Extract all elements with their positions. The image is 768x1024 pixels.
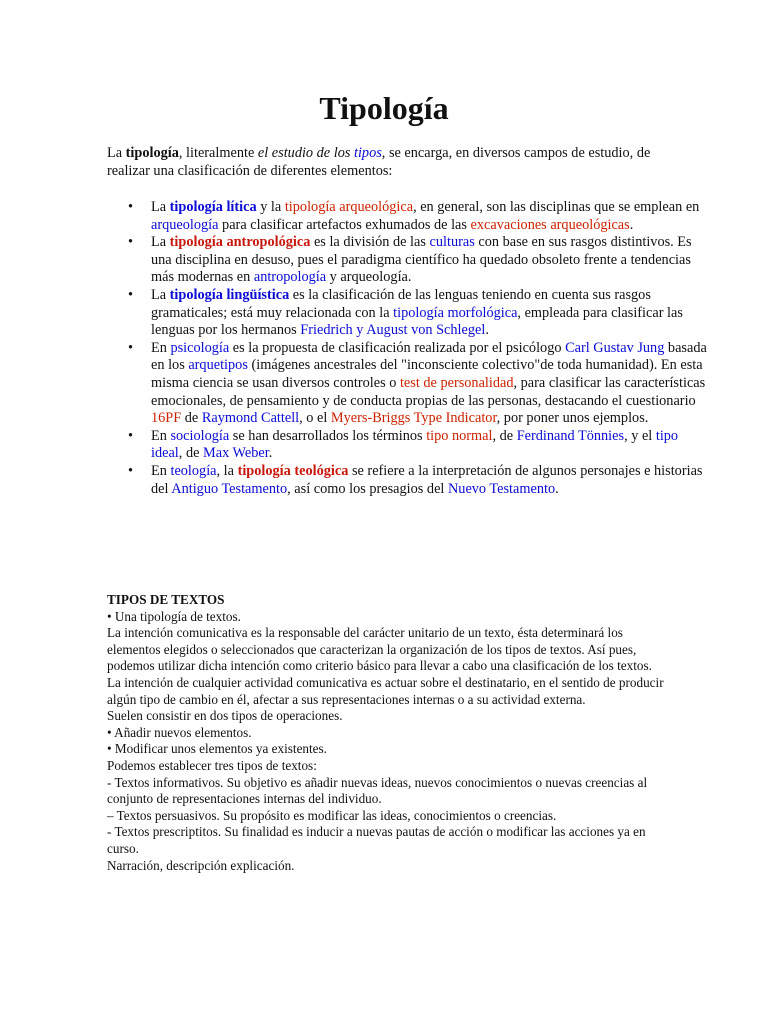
- section-line: - Textos informativos. Su objetivo es añadir nuevas ideas, nuevos conocimientos o nuevas creencias al conjunto de representaciones internas del individuo.: [107, 774, 648, 807]
- intro-term: tipología: [125, 145, 179, 161]
- section-line: Podemos establecer tres tipos de textos:: [107, 757, 317, 773]
- section-line: Narración, descripción explicación.: [107, 857, 295, 873]
- link-max-weber[interactable]: Max Weber: [203, 445, 269, 462]
- item-text: , así como los presagios del: [287, 480, 448, 497]
- link-myers-briggs[interactable]: Myers-Briggs Type Indicator: [330, 410, 497, 427]
- intro-paragraph: [107, 145, 667, 180]
- link-tipologia-arqueologica[interactable]: tipología arqueológica: [284, 199, 414, 215]
- link-culturas[interactable]: culturas: [429, 234, 475, 251]
- link-carl-gustav-jung[interactable]: Carl Gustav Jung: [565, 339, 665, 356]
- link-arqueologia[interactable]: arqueología: [151, 216, 219, 233]
- list-item: [151, 287, 711, 340]
- page-title: Tipología: [319, 90, 449, 126]
- item-text: , la: [216, 462, 238, 479]
- item-text: (imágenes ancestrales del "inconsciente colectivo"de toda humanidad). En esta misma ciencia se usan diversos controles o: [151, 357, 703, 391]
- section-line: La intención de cualquier actividad comunicativa es actuar sobre el destinatario, en el sentido de producir algún tipo de cambio en él, afectar a sus representaciones internas o a su actividad externa.: [107, 674, 664, 707]
- item-text: se refiere a la interpretación de algunos personajes e historias del: [151, 462, 703, 497]
- link-tipo-normal[interactable]: tipo normal: [426, 427, 493, 444]
- link-tipos[interactable]: tipos: [353, 145, 382, 161]
- item-text: En: [151, 427, 171, 444]
- item-text: La: [151, 199, 170, 215]
- item-text: con base en sus rasgos distintivos. Es una disciplina en desuso, pues el paradigma científico ha quedado obsoleto frente a tendencias más modernas en: [151, 234, 692, 286]
- list-item: [151, 340, 711, 428]
- section-heading: TIPOS DE TEXTOS: [107, 592, 225, 607]
- item-text: En: [151, 462, 171, 479]
- item-text: , o el: [299, 410, 331, 427]
- item-text: de: [181, 410, 202, 427]
- item-text: .: [555, 480, 559, 497]
- link-nuevo-testamento[interactable]: Nuevo Testamento: [447, 480, 556, 497]
- intro-emphasis-text: el estudio de los: [257, 145, 354, 161]
- list-item: [151, 199, 711, 234]
- section-line: • Una tipología de textos.: [107, 608, 241, 624]
- item-text: La: [151, 234, 170, 251]
- tipos-de-textos-section: [107, 592, 667, 874]
- link-tipologia-litica[interactable]: tipología lítica: [169, 199, 257, 215]
- link-sociologia[interactable]: sociología: [170, 427, 230, 444]
- intro-text: La: [107, 145, 126, 161]
- intro-text: , se encarga, en diversos campos de estudio, de realizar una clasificación de diferentes elementos:: [107, 145, 651, 179]
- item-text: es la propuesta de clasificación realizada por el psicólogo: [229, 339, 566, 356]
- intro-text: , literalmente: [178, 145, 258, 161]
- item-text: , para clasificar las características emocionales, de pensamiento y de conducta propias de las personas, destacando el cuestionario: [151, 374, 706, 409]
- item-text: , empleada para clasificar las lenguas por los hermanos: [151, 304, 683, 339]
- link-excavaciones-arqueologicas[interactable]: excavaciones arqueológicas: [470, 216, 630, 233]
- item-text: .: [485, 322, 489, 339]
- item-text: es la clasificación de las lenguas teniendo en cuenta sus rasgos gramaticales; está muy relacionada con la: [151, 286, 651, 321]
- link-psicologia[interactable]: psicología: [170, 339, 230, 356]
- item-text: , de: [492, 427, 517, 444]
- link-teologia[interactable]: teología: [170, 462, 217, 479]
- link-antropologia[interactable]: antropología: [253, 269, 327, 286]
- item-text: y arqueología.: [326, 269, 412, 286]
- link-ferdinand-tonnies[interactable]: Ferdinand Tönnies: [516, 427, 625, 444]
- item-text: se han desarrollados los términos: [229, 427, 427, 444]
- item-text: basada en los: [151, 339, 707, 374]
- link-tipologia-morfologica[interactable]: tipología morfológica: [393, 304, 518, 321]
- item-text: es la división de las: [310, 234, 430, 251]
- item-text: , en general, son las disciplinas que se emplean en: [413, 199, 700, 215]
- item-text: .: [268, 445, 273, 462]
- item-text: para clasificar artefactos exhumados de las: [218, 216, 471, 233]
- intro-emphasis: [258, 145, 382, 161]
- list-item: [151, 234, 711, 287]
- section-line: La intención comunicativa es la responsable del carácter unitario de un texto, ésta determinará los elementos elegidos o seleccionados que caracterizan la organización de los tipos de textos. Así pues, podemos utilizar dicha intención como criterio básico para llevar a cabo una clasificación de los textos.: [107, 625, 652, 674]
- link-test-de-personalidad[interactable]: test de personalidad: [399, 374, 514, 391]
- typology-list: [107, 199, 711, 498]
- section-line: - Textos prescriptitos. Su finalidad es inducir a nuevas pautas de acción o modificar las acciones ya en curso.: [107, 824, 646, 856]
- section-line: • Añadir nuevos elementos.: [107, 724, 252, 740]
- link-tipologia-teologica[interactable]: tipología teológica: [237, 462, 349, 479]
- link-raymond-cattell[interactable]: Raymond Cattell: [201, 410, 300, 427]
- item-text: La: [151, 286, 170, 303]
- list-item: [151, 428, 711, 463]
- item-text: , y el: [624, 427, 656, 444]
- list-item: [151, 463, 711, 498]
- item-text: .: [629, 216, 634, 233]
- link-tipologia-linguistica[interactable]: tipología lingüística: [169, 286, 290, 303]
- link-16pf[interactable]: 16PF: [151, 410, 182, 427]
- link-arquetipos[interactable]: arquetipos: [188, 357, 248, 374]
- item-text: y la: [256, 199, 285, 215]
- link-tipologia-antropologica[interactable]: tipología antropológica: [169, 234, 311, 251]
- item-text: , de: [178, 445, 204, 462]
- link-schlegel[interactable]: Friedrich y August von Schlegel: [300, 322, 486, 339]
- section-line: • Modificar unos elementos ya existentes.: [107, 741, 327, 757]
- section-line: – Textos persuasivos. Su propósito es modificar las ideas, conocimientos o creencias.: [107, 807, 557, 823]
- item-text: , por poner unos ejemplos.: [496, 410, 649, 427]
- link-tipo-ideal[interactable]: tipo ideal: [151, 427, 679, 462]
- link-antiguo-testamento[interactable]: Antiguo Testamento: [171, 480, 288, 497]
- item-text: En: [151, 339, 171, 356]
- section-line: Suelen consistir en dos tipos de operaciones.: [107, 708, 343, 724]
